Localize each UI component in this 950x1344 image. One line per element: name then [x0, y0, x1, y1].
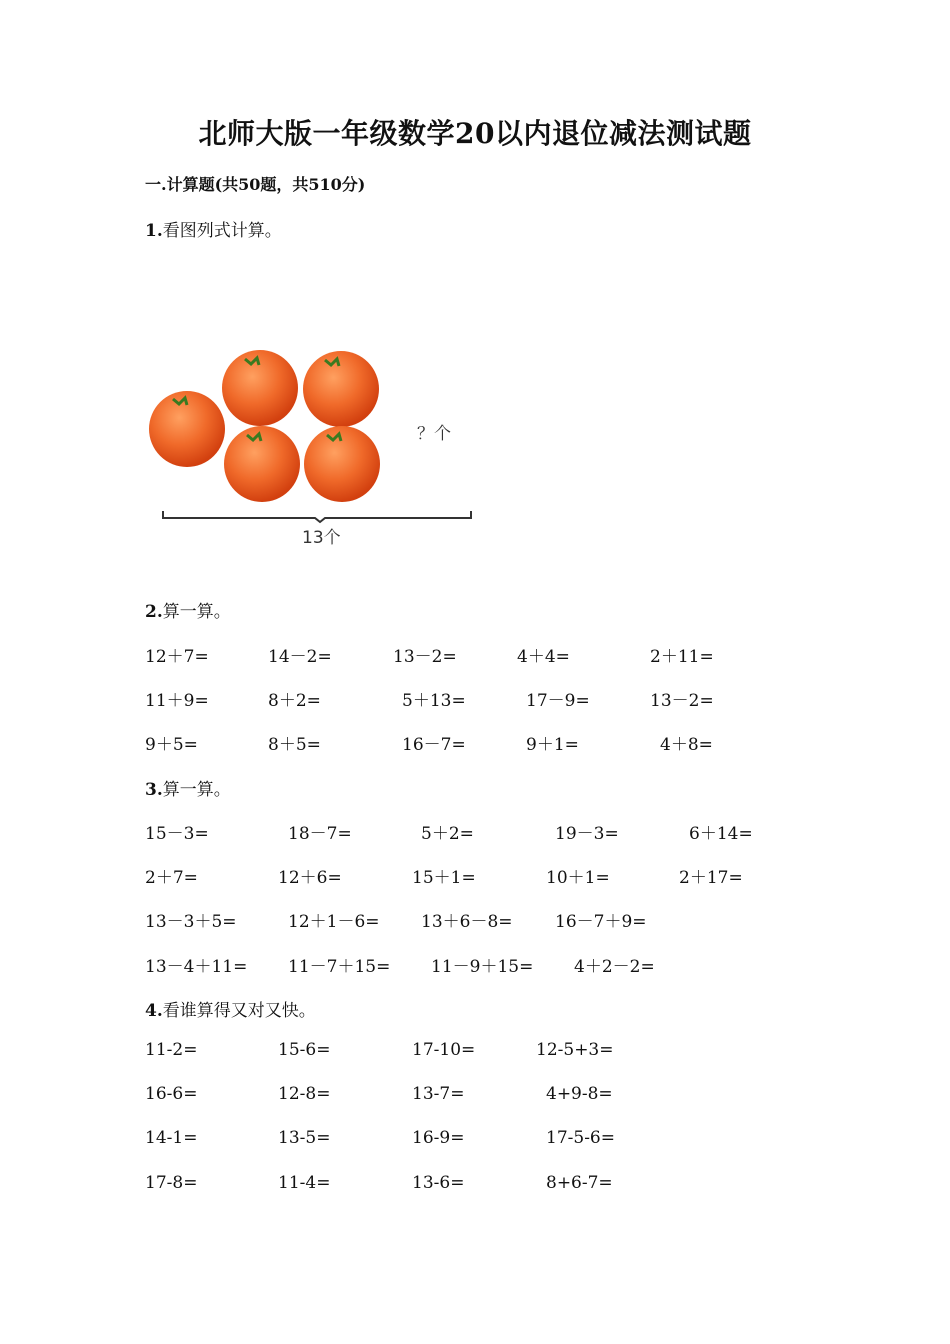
question-label: ？个 [417, 424, 451, 444]
orange-icon [303, 351, 379, 427]
orange-icon [304, 426, 380, 502]
problem: 15＋1= [412, 868, 476, 888]
problem: 8＋5= [268, 735, 321, 755]
problem: 11＋9= [145, 691, 209, 711]
problem: 4＋8= [660, 735, 713, 755]
question-text: 算一算。 [162, 780, 231, 800]
problem: 11－7＋15= [288, 957, 391, 977]
orange-icon [149, 391, 225, 467]
problem: 12＋1－6= [288, 912, 380, 932]
page-title: 北师大版一年级数学20以内退位减法测试题 [198, 117, 752, 150]
problem: 13－3＋5= [145, 912, 237, 932]
problem: 17-8= [145, 1173, 198, 1193]
orange-icon [224, 426, 300, 502]
problem: 14-1= [145, 1128, 198, 1148]
problem: 4+9-8= [546, 1084, 613, 1104]
question-3-title [145, 775, 231, 800]
oranges-figure [145, 336, 475, 548]
problem: 14－2= [268, 647, 332, 667]
problem: 13＋6－8= [421, 912, 513, 932]
oranges-illustration [145, 336, 475, 548]
problem: 18－7= [288, 824, 352, 844]
problem: 17-10= [412, 1040, 476, 1060]
problem: 17-5-6= [546, 1128, 615, 1148]
problem: 9＋5= [145, 735, 198, 755]
total-label: 13个 [302, 528, 341, 548]
problem: 13－4＋11= [145, 957, 248, 977]
problem: 8＋2= [268, 691, 321, 711]
problem: 10＋1= [546, 868, 610, 888]
problem: 12＋6= [278, 868, 342, 888]
question-4-title [145, 996, 316, 1021]
problem: 2＋7= [145, 868, 198, 888]
problem: 12-8= [278, 1084, 331, 1104]
problem: 13-7= [412, 1084, 465, 1104]
question-number: 3. [145, 780, 163, 800]
problem: 16－7＋9= [555, 912, 647, 932]
problem: 2＋17= [679, 868, 743, 888]
problem: 13－2= [650, 691, 714, 711]
problem: 5＋13= [402, 691, 466, 711]
problem: 11-4= [278, 1173, 331, 1193]
problem: 2＋11= [650, 647, 714, 667]
problem: 13-6= [412, 1173, 465, 1193]
problem: 13-5= [278, 1128, 331, 1148]
question-number: 2. [145, 602, 163, 622]
problem: 15-6= [278, 1040, 331, 1060]
question-text: 看图列式计算。 [162, 221, 282, 241]
section-heading: 一.计算题(共50题，共510分) [145, 175, 366, 194]
problem: 16-9= [412, 1128, 465, 1148]
problem: 19－3= [555, 824, 619, 844]
problem: 4＋4= [517, 647, 570, 667]
question-text: 算一算。 [162, 602, 231, 622]
problem: 16－7= [402, 735, 466, 755]
problem: 15－3= [145, 824, 209, 844]
problem: 13－2= [393, 647, 457, 667]
problem: 5＋2= [421, 824, 474, 844]
total-brace [163, 511, 471, 522]
orange-icon [222, 350, 298, 426]
question-text: 看谁算得又对又快。 [162, 1001, 316, 1021]
problem: 11-2= [145, 1040, 198, 1060]
problem: 8+6-7= [546, 1173, 613, 1193]
problem: 6＋14= [689, 824, 753, 844]
problem: 12-5+3= [536, 1040, 614, 1060]
question-2-title [145, 597, 231, 622]
problem: 17－9= [526, 691, 590, 711]
problem: 12＋7= [145, 647, 209, 667]
problem: 4＋2－2= [574, 957, 655, 977]
question-1-title [145, 216, 282, 241]
problem: 11－9＋15= [431, 957, 534, 977]
problem: 9＋1= [526, 735, 579, 755]
problem: 16-6= [145, 1084, 198, 1104]
question-number: 4. [145, 1001, 163, 1021]
question-number: 1. [145, 221, 163, 241]
